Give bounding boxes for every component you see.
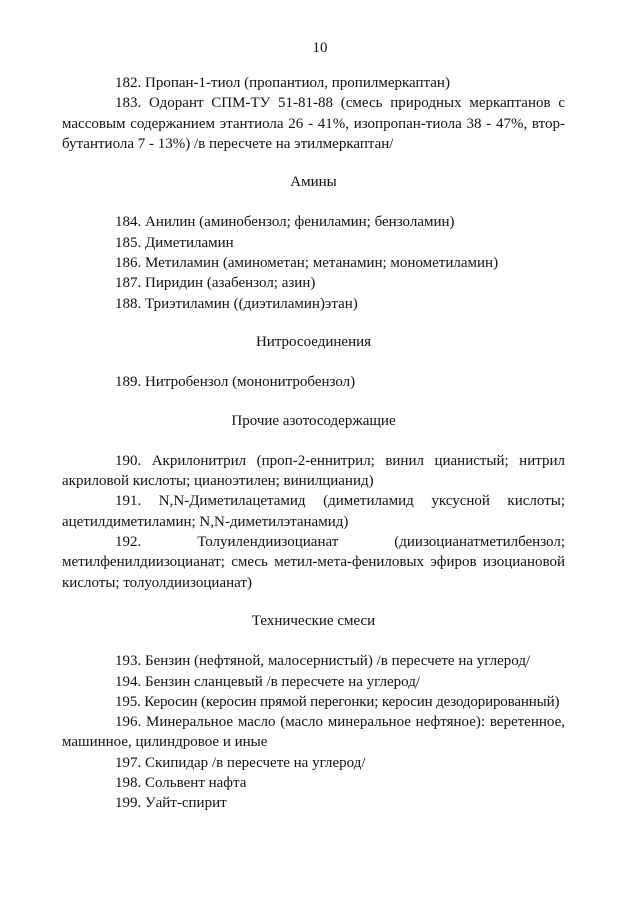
page-number: 10 [312,40,328,56]
list-item-196: 196. Минеральное масло (масло минеральное нефтяное): веретенное, машинное, цилиндровое и иные [62,714,565,751]
list-item-183: 183. Одорант СПМ-ТУ 51-81-88 (смесь природных меркаптанов с массовым содержанием этантиола 26 - 41%, изопропан-тиола 38 - 47%, втор-бутантиола 7 - 13%) /в пересчете на этилмеркаптан/ [62,95,565,152]
list-item-193: 193. Бензин (нефтяной, малосернистый) /в пересчете на углерод/ [115,653,531,670]
section-heading-other-nitrogen: Прочие азотосодержащие [231,412,396,429]
list-item-185: 185. Диметиламин [115,234,234,251]
list-item-192: 192. Толуилендиизоцианат (диизоцианатметилбензол; метилфенилдиизоцианат; смесь метил-мета-фениловых эфиров изоциановой кислоты; толуолдиизоцианат) [62,534,565,591]
list-item-191: 191. N,N-Диметилацетамид (диметиламид уксусной кислоты; ацетилдиметиламин; N,N-диметилэтанамид) [62,493,565,530]
list-item-194: 194. Бензин сланцевый /в пересчете на углерод/ [115,673,421,690]
list-item-187: 187. Пиридин (азабензол; азин) [115,275,316,292]
list-item-190: 190. Акрилонитрил (проп-2-еннитрил; винил цианистый; нитрил акриловой кислоты; цианоэтилен; винилцианид) [62,452,565,490]
list-item-189: 189. Нитробензол (мононитробензол) [115,374,356,391]
list-item-197: 197. Скипидар /в пересчете на углерод/ [115,754,366,771]
list-item-199: 199. Уайт-спирит [115,795,227,812]
document-body [62,73,565,814]
list-item-186: 186. Метиламин (аминометан; метанамин; монометиламин) [115,255,499,272]
section-heading-nitro: Нитросоединения [255,333,372,350]
section-heading-amines: Амины [290,174,337,191]
section-heading-technical-mixtures: Технические смеси [251,612,376,629]
list-item-182: 182. Пропан-1-тиол (пропантиол, пропилмеркаптан) [115,75,450,91]
list-item-188: 188. Триэтиламин ((диэтиламин)этан) [115,295,358,312]
list-item-184: 184. Анилин (аминобензол; фениламин; бензоламин) [115,214,455,231]
list-item-195: 195. Керосин (керосин прямой перегонки; керосин дезодорированный) [115,693,560,710]
list-item-198: 198. Сольвент нафта [115,775,247,792]
